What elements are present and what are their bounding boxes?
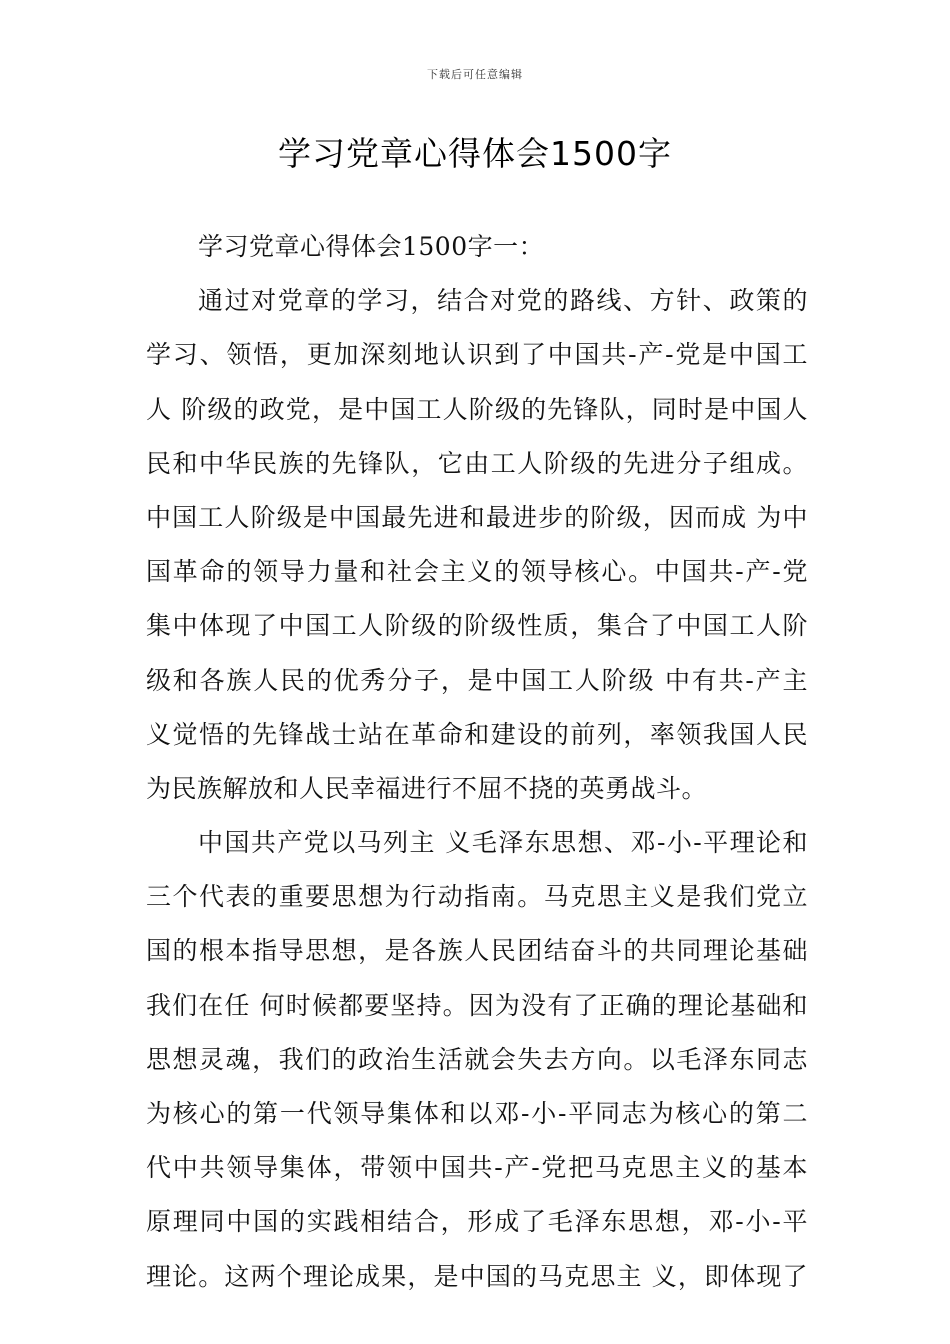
text-line: 民和中华民族的先锋队，它由工人阶级的先进分子组成。 — [146, 448, 808, 478]
text-line: 我们在任 何时候都要坚持。因为没有了正确的理论基础和 — [146, 990, 808, 1020]
text-line: 义觉悟的先锋战士站在革命和建设的前列，率领我国人民 — [146, 719, 808, 749]
text-line: 人 阶级的政党，是中国工人阶级的先锋队，同时是中国人 — [146, 394, 808, 424]
text-line: 集中体现了中国工人阶级的阶级性质，集合了中国工人阶 — [146, 611, 808, 641]
text-line: 学习党章心得体会1500字一： — [198, 232, 545, 261]
header-note: 下载后可任意编辑 — [427, 68, 523, 81]
page-title: 学习党章心得体会1500字 — [278, 134, 672, 173]
text-line: 级和各族人民的优秀分子，是中国工人阶级 中有共-产主 — [146, 665, 808, 695]
text-line: 理论。这两个理论成果，是中国的马克思主 义，即体现了 — [146, 1261, 808, 1291]
text-line: 三个代表的重要思想为行动指南。马克思主义是我们党立 — [146, 882, 808, 912]
text-line: 通过对党章的学习，结合对党的路线、方针、政策的 — [198, 286, 808, 316]
text-line: 中国工人阶级是中国最先进和最进步的阶级，因而成 为中 — [146, 502, 808, 532]
text-line: 代中共领导集体，带领中国共-产-党把马克思主义的基本 — [146, 1153, 808, 1183]
text-line: 思想灵魂，我们的政治生活就会失去方向。以毛泽东同志 — [146, 1044, 808, 1074]
text-line: 国的根本指导思想，是各族人民团结奋斗的共同理论基础 — [146, 936, 808, 966]
text-line: 中国共产党以马列主 义毛泽东思想、邓-小-平理论和 — [198, 828, 808, 858]
text-line: 国革命的领导力量和社会主义的领导核心。中国共-产-党 — [146, 557, 808, 587]
text-line: 学习、领悟，更加深刻地认识到了中国共-产-党是中国工 — [146, 340, 808, 370]
text-line: 为民族解放和人民幸福进行不屈不挠的英勇战斗。 — [146, 773, 708, 803]
text-line: 为核心的第一代领导集体和以邓-小-平同志为核心的第二 — [146, 1099, 808, 1128]
body-text — [146, 220, 808, 1304]
text-line: 原理同中国的实践相结合，形成了毛泽东思想，邓-小-平 — [146, 1207, 808, 1237]
